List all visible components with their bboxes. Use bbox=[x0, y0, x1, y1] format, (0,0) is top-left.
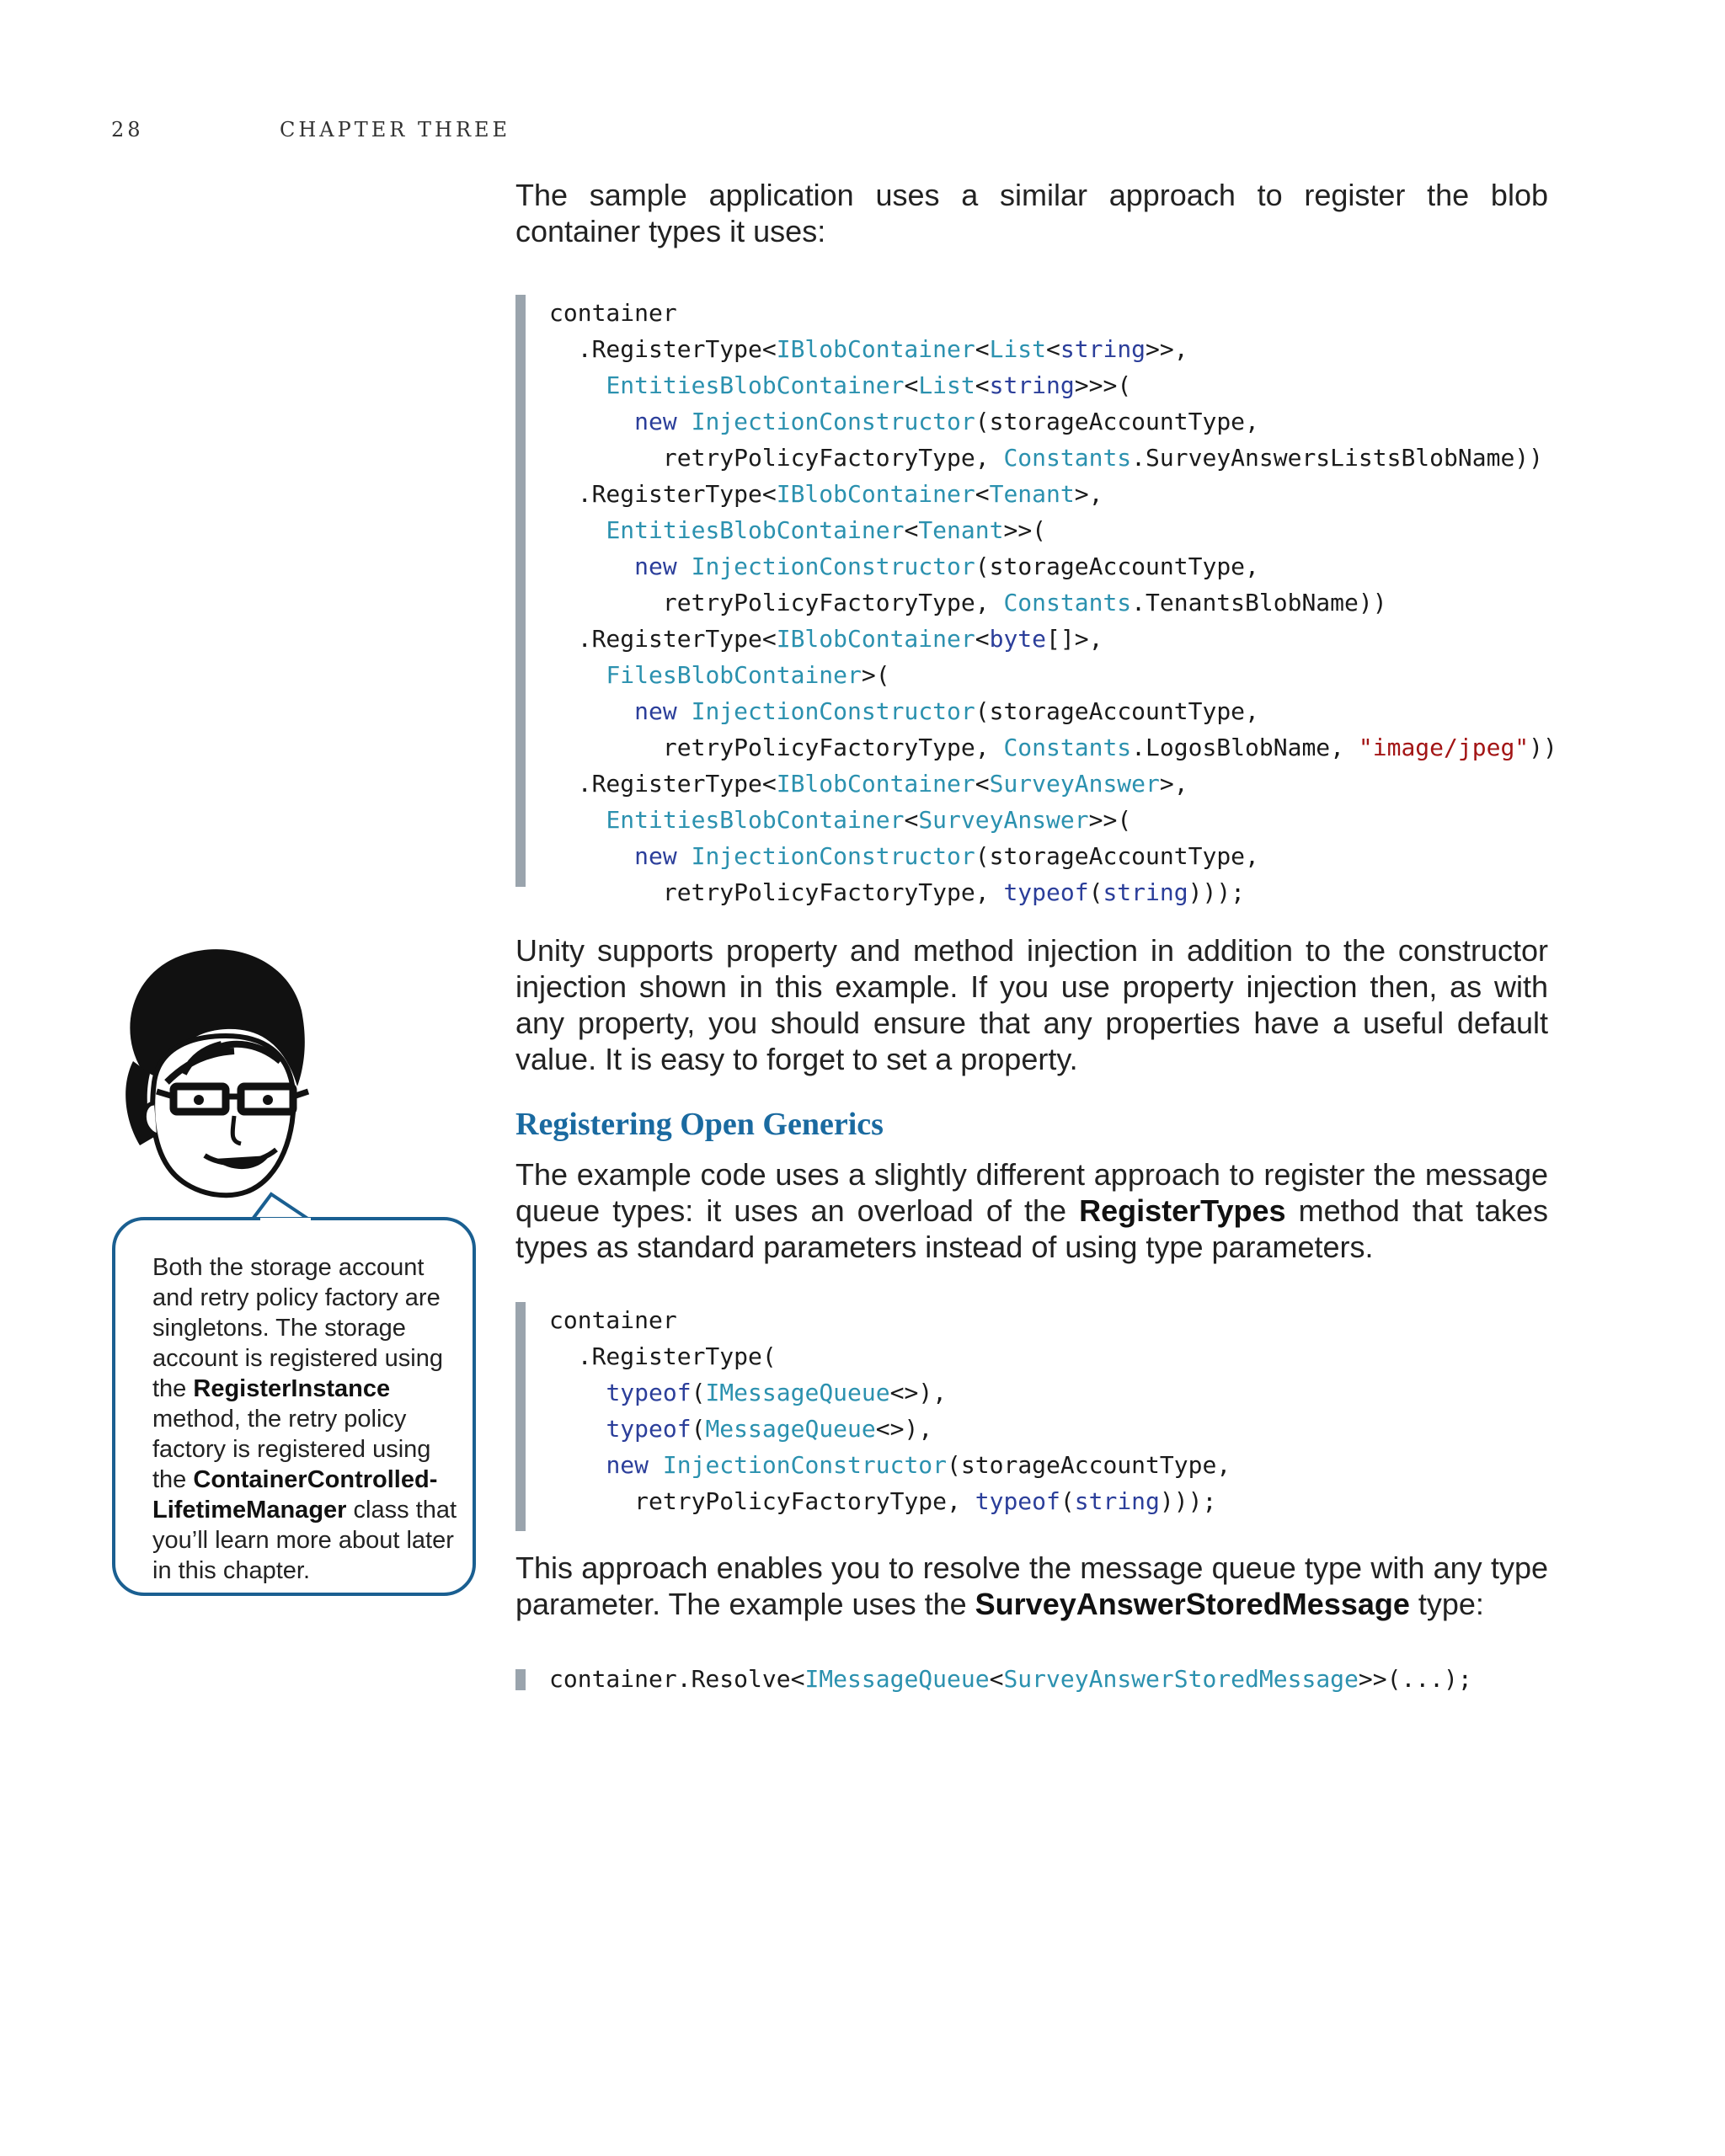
code-token: FilesBlobContainer bbox=[606, 661, 862, 689]
code-token: Constants bbox=[1003, 444, 1132, 472]
text-run: This approach enables you to resolve the message queue type with any type parameter. The example uses the bbox=[515, 1550, 1548, 1621]
code-token: Constants bbox=[1003, 589, 1132, 616]
chapter-title: CHAPTER THREE bbox=[280, 118, 511, 141]
code-token: string bbox=[1060, 335, 1146, 363]
code-token: InjectionConstructor bbox=[691, 552, 975, 580]
code-line bbox=[549, 621, 1557, 657]
code-token: >, bbox=[1074, 480, 1103, 508]
code-token: < bbox=[975, 371, 990, 399]
code-token: (storageAccountType, bbox=[975, 408, 1259, 435]
code-token: < bbox=[975, 770, 990, 798]
code-token: .RegisterType< bbox=[549, 625, 777, 653]
code-lines bbox=[549, 1661, 1472, 1697]
code-token: (storageAccountType, bbox=[975, 697, 1259, 725]
code-token: < bbox=[904, 806, 919, 834]
code-line bbox=[549, 1338, 1231, 1374]
code-line bbox=[549, 1447, 1231, 1483]
code-token: (storageAccountType, bbox=[975, 842, 1259, 870]
code-token: Constants bbox=[1003, 734, 1132, 761]
unity-injection-paragraph: Unity supports property and method injection in addition to the constructor injection shown in this example. If you use property injection then, as with any property, you should ensure that any properties have a useful default value. It is easy to forget to set a property. bbox=[515, 933, 1548, 1076]
code-block-resolve bbox=[515, 1661, 1560, 1697]
code-block-bar bbox=[515, 1302, 526, 1531]
code-token bbox=[549, 1451, 606, 1479]
code-token: container bbox=[549, 299, 677, 327]
code-token bbox=[549, 661, 606, 689]
code-token: new bbox=[634, 842, 692, 870]
code-lines bbox=[549, 295, 1557, 910]
code-token bbox=[549, 1379, 606, 1406]
code-token: IBlobContainer bbox=[776, 770, 975, 798]
code-token: retryPolicyFactoryType, bbox=[549, 589, 1004, 616]
code-token: ( bbox=[691, 1415, 706, 1443]
code-token: ))); bbox=[1159, 1487, 1217, 1515]
code-line bbox=[549, 1483, 1231, 1519]
code-token: InjectionConstructor bbox=[691, 842, 975, 870]
intro-paragraph: The sample application uses a similar approach to register the blob container types it uses: bbox=[515, 178, 1548, 248]
code-line bbox=[549, 693, 1557, 729]
code-token: < bbox=[989, 1665, 1004, 1693]
code-token: .RegisterType( bbox=[549, 1342, 777, 1370]
code-token: IBlobContainer bbox=[776, 335, 975, 363]
code-token: .SurveyAnswersListsBlobName)) bbox=[1131, 444, 1544, 472]
code-token: List bbox=[918, 371, 975, 399]
code-line bbox=[549, 657, 1557, 693]
code-token: <>), bbox=[889, 1379, 948, 1406]
code-line bbox=[549, 838, 1557, 874]
code-token: new bbox=[634, 408, 692, 435]
code-token: (storageAccountType, bbox=[975, 552, 1259, 580]
text-run: method that takes types as standard parameters instead of using type parameters. bbox=[515, 1193, 1548, 1264]
code-line bbox=[549, 729, 1557, 766]
code-block-bar bbox=[515, 295, 526, 887]
code-line bbox=[549, 476, 1557, 512]
code-token bbox=[549, 552, 634, 580]
code-token: )) bbox=[1529, 734, 1557, 761]
code-token: []>, bbox=[1046, 625, 1103, 653]
code-token: retryPolicyFactoryType, bbox=[549, 1487, 975, 1515]
code-token: Tenant bbox=[918, 516, 1004, 544]
code-token: retryPolicyFactoryType, bbox=[549, 444, 1004, 472]
code-token: IBlobContainer bbox=[776, 625, 975, 653]
code-token: >( bbox=[861, 661, 890, 689]
code-line bbox=[549, 548, 1557, 584]
open-generics-paragraph bbox=[515, 1156, 1548, 1265]
resolve-paragraph bbox=[515, 1550, 1548, 1622]
sidebar-note bbox=[112, 1217, 476, 1596]
code-token bbox=[549, 516, 606, 544]
code-token: SurveyAnswer bbox=[918, 806, 1089, 834]
code-token: < bbox=[904, 371, 919, 399]
text-run: method, the retry policy factory is registered using the bbox=[152, 1406, 431, 1493]
code-block-bar bbox=[515, 1669, 526, 1690]
code-token: InjectionConstructor bbox=[691, 697, 975, 725]
code-line bbox=[549, 295, 1557, 331]
text-run: Both the storage account and retry policy factory are singletons. The storage account is registered using the bbox=[152, 1254, 443, 1402]
code-token: InjectionConstructor bbox=[691, 408, 975, 435]
code-line bbox=[549, 1374, 1231, 1411]
running-head bbox=[111, 118, 785, 145]
code-line bbox=[549, 802, 1557, 838]
code-token bbox=[549, 1415, 606, 1443]
code-token: ( bbox=[1088, 878, 1103, 906]
code-token: >>, bbox=[1146, 335, 1188, 363]
code-token: EntitiesBlobContainer bbox=[606, 516, 905, 544]
code-token: >>(...); bbox=[1358, 1665, 1472, 1693]
code-token: ( bbox=[1060, 1487, 1075, 1515]
code-token: string bbox=[989, 371, 1075, 399]
code-line bbox=[549, 403, 1557, 440]
code-token: IMessageQueue bbox=[804, 1665, 990, 1693]
code-token: typeof bbox=[606, 1415, 692, 1443]
code-line bbox=[549, 1661, 1472, 1697]
code-token: < bbox=[975, 625, 990, 653]
code-token: "image/jpeg" bbox=[1358, 734, 1530, 761]
bold-term: SurveyAnswerStoredMessage bbox=[975, 1587, 1410, 1621]
code-token: typeof bbox=[975, 1487, 1060, 1515]
code-token: (storageAccountType, bbox=[947, 1451, 1231, 1479]
code-token: new bbox=[634, 697, 692, 725]
text-run: The example code uses a slightly different approach to register the message queue types: it uses an overload of the bbox=[515, 1157, 1548, 1228]
code-line bbox=[549, 1411, 1231, 1447]
code-token: SurveyAnswer bbox=[989, 770, 1160, 798]
code-line bbox=[549, 584, 1557, 621]
code-token: .RegisterType< bbox=[549, 770, 777, 798]
code-token: SurveyAnswerStoredMessage bbox=[1003, 1665, 1359, 1693]
code-token: ( bbox=[691, 1379, 706, 1406]
code-token: new bbox=[606, 1451, 663, 1479]
code-token: container.Resolve< bbox=[549, 1665, 805, 1693]
code-token bbox=[549, 806, 606, 834]
code-token: >>>( bbox=[1074, 371, 1132, 399]
code-token: < bbox=[1046, 335, 1060, 363]
code-token: IMessageQueue bbox=[705, 1379, 890, 1406]
code-token: MessageQueue bbox=[705, 1415, 876, 1443]
code-block-register-open-generics bbox=[515, 1302, 1560, 1531]
code-token: retryPolicyFactoryType, bbox=[549, 734, 1004, 761]
developer-avatar-icon bbox=[108, 935, 327, 1204]
bold-term: RegisterInstance bbox=[193, 1375, 391, 1402]
page-number: 28 bbox=[111, 118, 144, 141]
code-line bbox=[549, 512, 1557, 548]
bold-term: ContainerControlled-LifetimeManager bbox=[152, 1466, 438, 1524]
code-token bbox=[549, 371, 606, 399]
code-token: <>), bbox=[875, 1415, 933, 1443]
section-heading: Registering Open Generics bbox=[515, 1107, 884, 1142]
code-token: string bbox=[1103, 878, 1188, 906]
code-lines bbox=[549, 1302, 1231, 1519]
code-token: string bbox=[1074, 1487, 1160, 1515]
code-line bbox=[549, 1302, 1231, 1338]
code-token: EntitiesBlobContainer bbox=[606, 371, 905, 399]
code-block-register-blob-containers bbox=[515, 295, 1560, 906]
code-token: new bbox=[634, 552, 692, 580]
sidebar-note-text bbox=[152, 1252, 464, 1586]
code-token: .RegisterType< bbox=[549, 480, 777, 508]
code-line bbox=[549, 367, 1557, 403]
code-token: < bbox=[904, 516, 919, 544]
code-token: typeof bbox=[606, 1379, 692, 1406]
code-token: container bbox=[549, 1306, 677, 1334]
code-line bbox=[549, 440, 1557, 476]
code-line bbox=[549, 766, 1557, 802]
code-line bbox=[549, 874, 1557, 910]
text-run: class that you’ll learn more about later in this chapter. bbox=[152, 1497, 457, 1584]
code-token: EntitiesBlobContainer bbox=[606, 806, 905, 834]
code-token: byte bbox=[989, 625, 1047, 653]
code-token: < bbox=[975, 480, 990, 508]
code-token bbox=[549, 697, 634, 725]
code-token: >>( bbox=[1088, 806, 1132, 834]
code-token: Tenant bbox=[989, 480, 1075, 508]
code-token: IBlobContainer bbox=[776, 480, 975, 508]
code-token: .LogosBlobName, bbox=[1131, 734, 1359, 761]
code-token: >, bbox=[1159, 770, 1188, 798]
callout-tail-joint bbox=[260, 1218, 311, 1223]
code-token: >>( bbox=[1003, 516, 1047, 544]
code-token: typeof bbox=[1003, 878, 1089, 906]
code-token: ))); bbox=[1188, 878, 1246, 906]
code-token bbox=[549, 842, 634, 870]
code-token: .RegisterType< bbox=[549, 335, 777, 363]
text-run: type: bbox=[1409, 1587, 1484, 1621]
code-token: retryPolicyFactoryType, bbox=[549, 878, 1004, 906]
code-token: List bbox=[989, 335, 1047, 363]
bold-term: RegisterTypes bbox=[1079, 1193, 1286, 1228]
code-line bbox=[549, 331, 1557, 367]
code-token: .TenantsBlobName)) bbox=[1131, 589, 1387, 616]
code-token: < bbox=[975, 335, 990, 363]
code-token: InjectionConstructor bbox=[662, 1451, 948, 1479]
code-token bbox=[549, 408, 634, 435]
